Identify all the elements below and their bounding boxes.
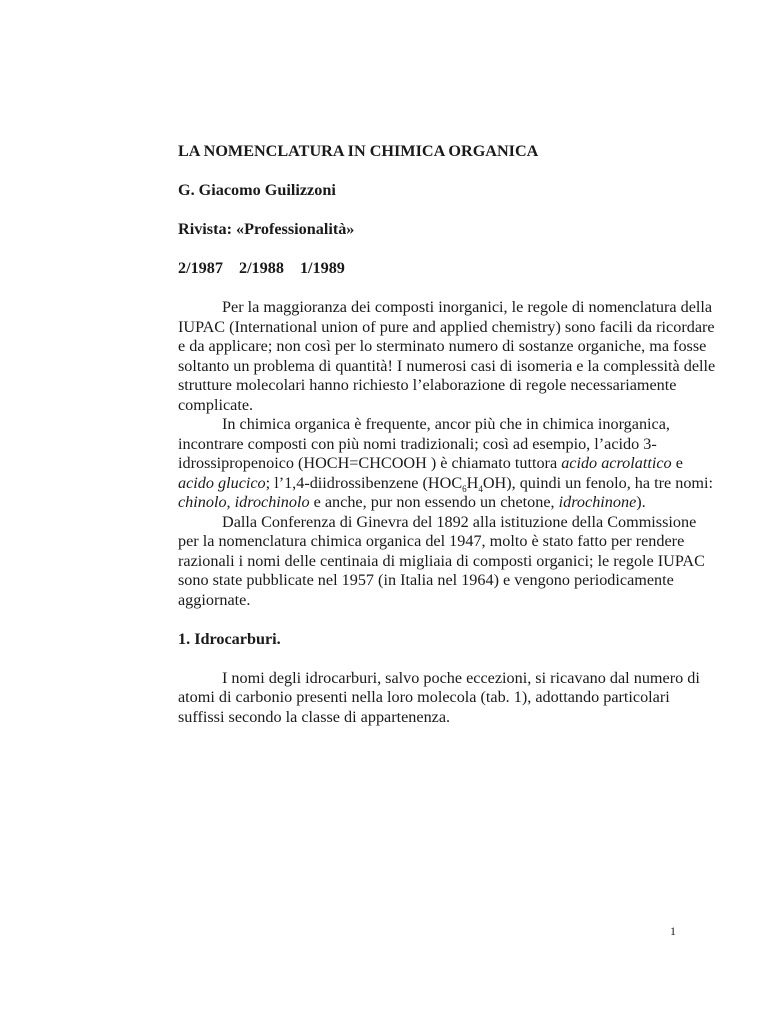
paragraph-2-italic-1: acido acrolattico (561, 454, 672, 472)
paragraph-3: Dalla Conferenza di Ginevra del 1892 alla istituzione della Commissione per la nomenclatura chimica organica del 1947, molto è stato fatto per rendere razionali i nomi delle centinaia di migliaia di composti organici; le regole IUPAC sono state pubblicate nel 1957 (in Italia nel 1964) e vengono periodicamente aggiornate. (178, 512, 705, 609)
author-name: G. Giacomo Guilizzoni (178, 181, 336, 199)
paragraph-2-subscript-2: 4 (478, 483, 483, 494)
paragraph-2-text-1: In chimica organica è frequente, ancor più che in chimica inorganica, incontrare composti con più nomi tradizionali; così ad esempio, l’acido 3-idrossipropenoico (HOCH=CHCOOH ) è chiamato tuttora (178, 415, 670, 472)
paragraph-2-italic-3: chinolo, idrochinolo (178, 493, 310, 511)
issue-1: 2/1987 (178, 259, 223, 277)
journal-name: Rivista: «Professionalità» (178, 220, 355, 238)
paragraph-2-text-4: H (466, 473, 479, 492)
paragraph-2-subscript-1: 6 (462, 483, 467, 494)
document-title: LA NOMENCLATURA IN CHIMICA ORGANICA (178, 142, 539, 160)
section-heading-idrocarburi: 1. Idrocarburi. (178, 629, 281, 648)
paragraph-2-text-2: e (671, 454, 683, 472)
paragraph-2-italic-4: idrochinone (558, 493, 637, 511)
issue-2: 2/1988 (238, 259, 284, 277)
paragraph-2-text-6: e anche, pur non essendo un chetone, (309, 493, 559, 511)
paragraph-2-text-7: ). (636, 493, 646, 511)
document-body (178, 142, 718, 727)
paragraph-2-text-3: ; l’1,4-diidrossibenzene (HOC (265, 473, 463, 492)
issue-list (178, 259, 718, 279)
paragraph-4: I nomi degli idrocarburi, salvo poche eccezioni, si ricavano dal numero di atomi di carbonio presenti nella loro molecola (tab. 1), adottando particolari suffissi secondo la classe di appartenenza. (178, 668, 700, 726)
page-number: 1 (670, 924, 676, 938)
paragraph-1: Per la maggioranza dei composti inorganici, le regole di nomenclatura della IUPAC (International union of pure and applied chemistry) sono facili da ricordare e da applicare; non così per lo sterminato numero di sostanze organiche, ma fosse soltanto un problema di quantità! I numerosi casi di isomeria e la complessità delle strutture molecolari hanno richiesto l’elaborazione di regole necessariamente complicate. (178, 298, 716, 414)
paragraph-2-text-5: OH), quindi un fenolo, ha tre nomi: (482, 473, 714, 492)
issue-3: 1/1989 (299, 259, 345, 277)
paragraph-2 (178, 415, 718, 513)
paragraph-2-italic-2: acido glucico (178, 473, 266, 492)
